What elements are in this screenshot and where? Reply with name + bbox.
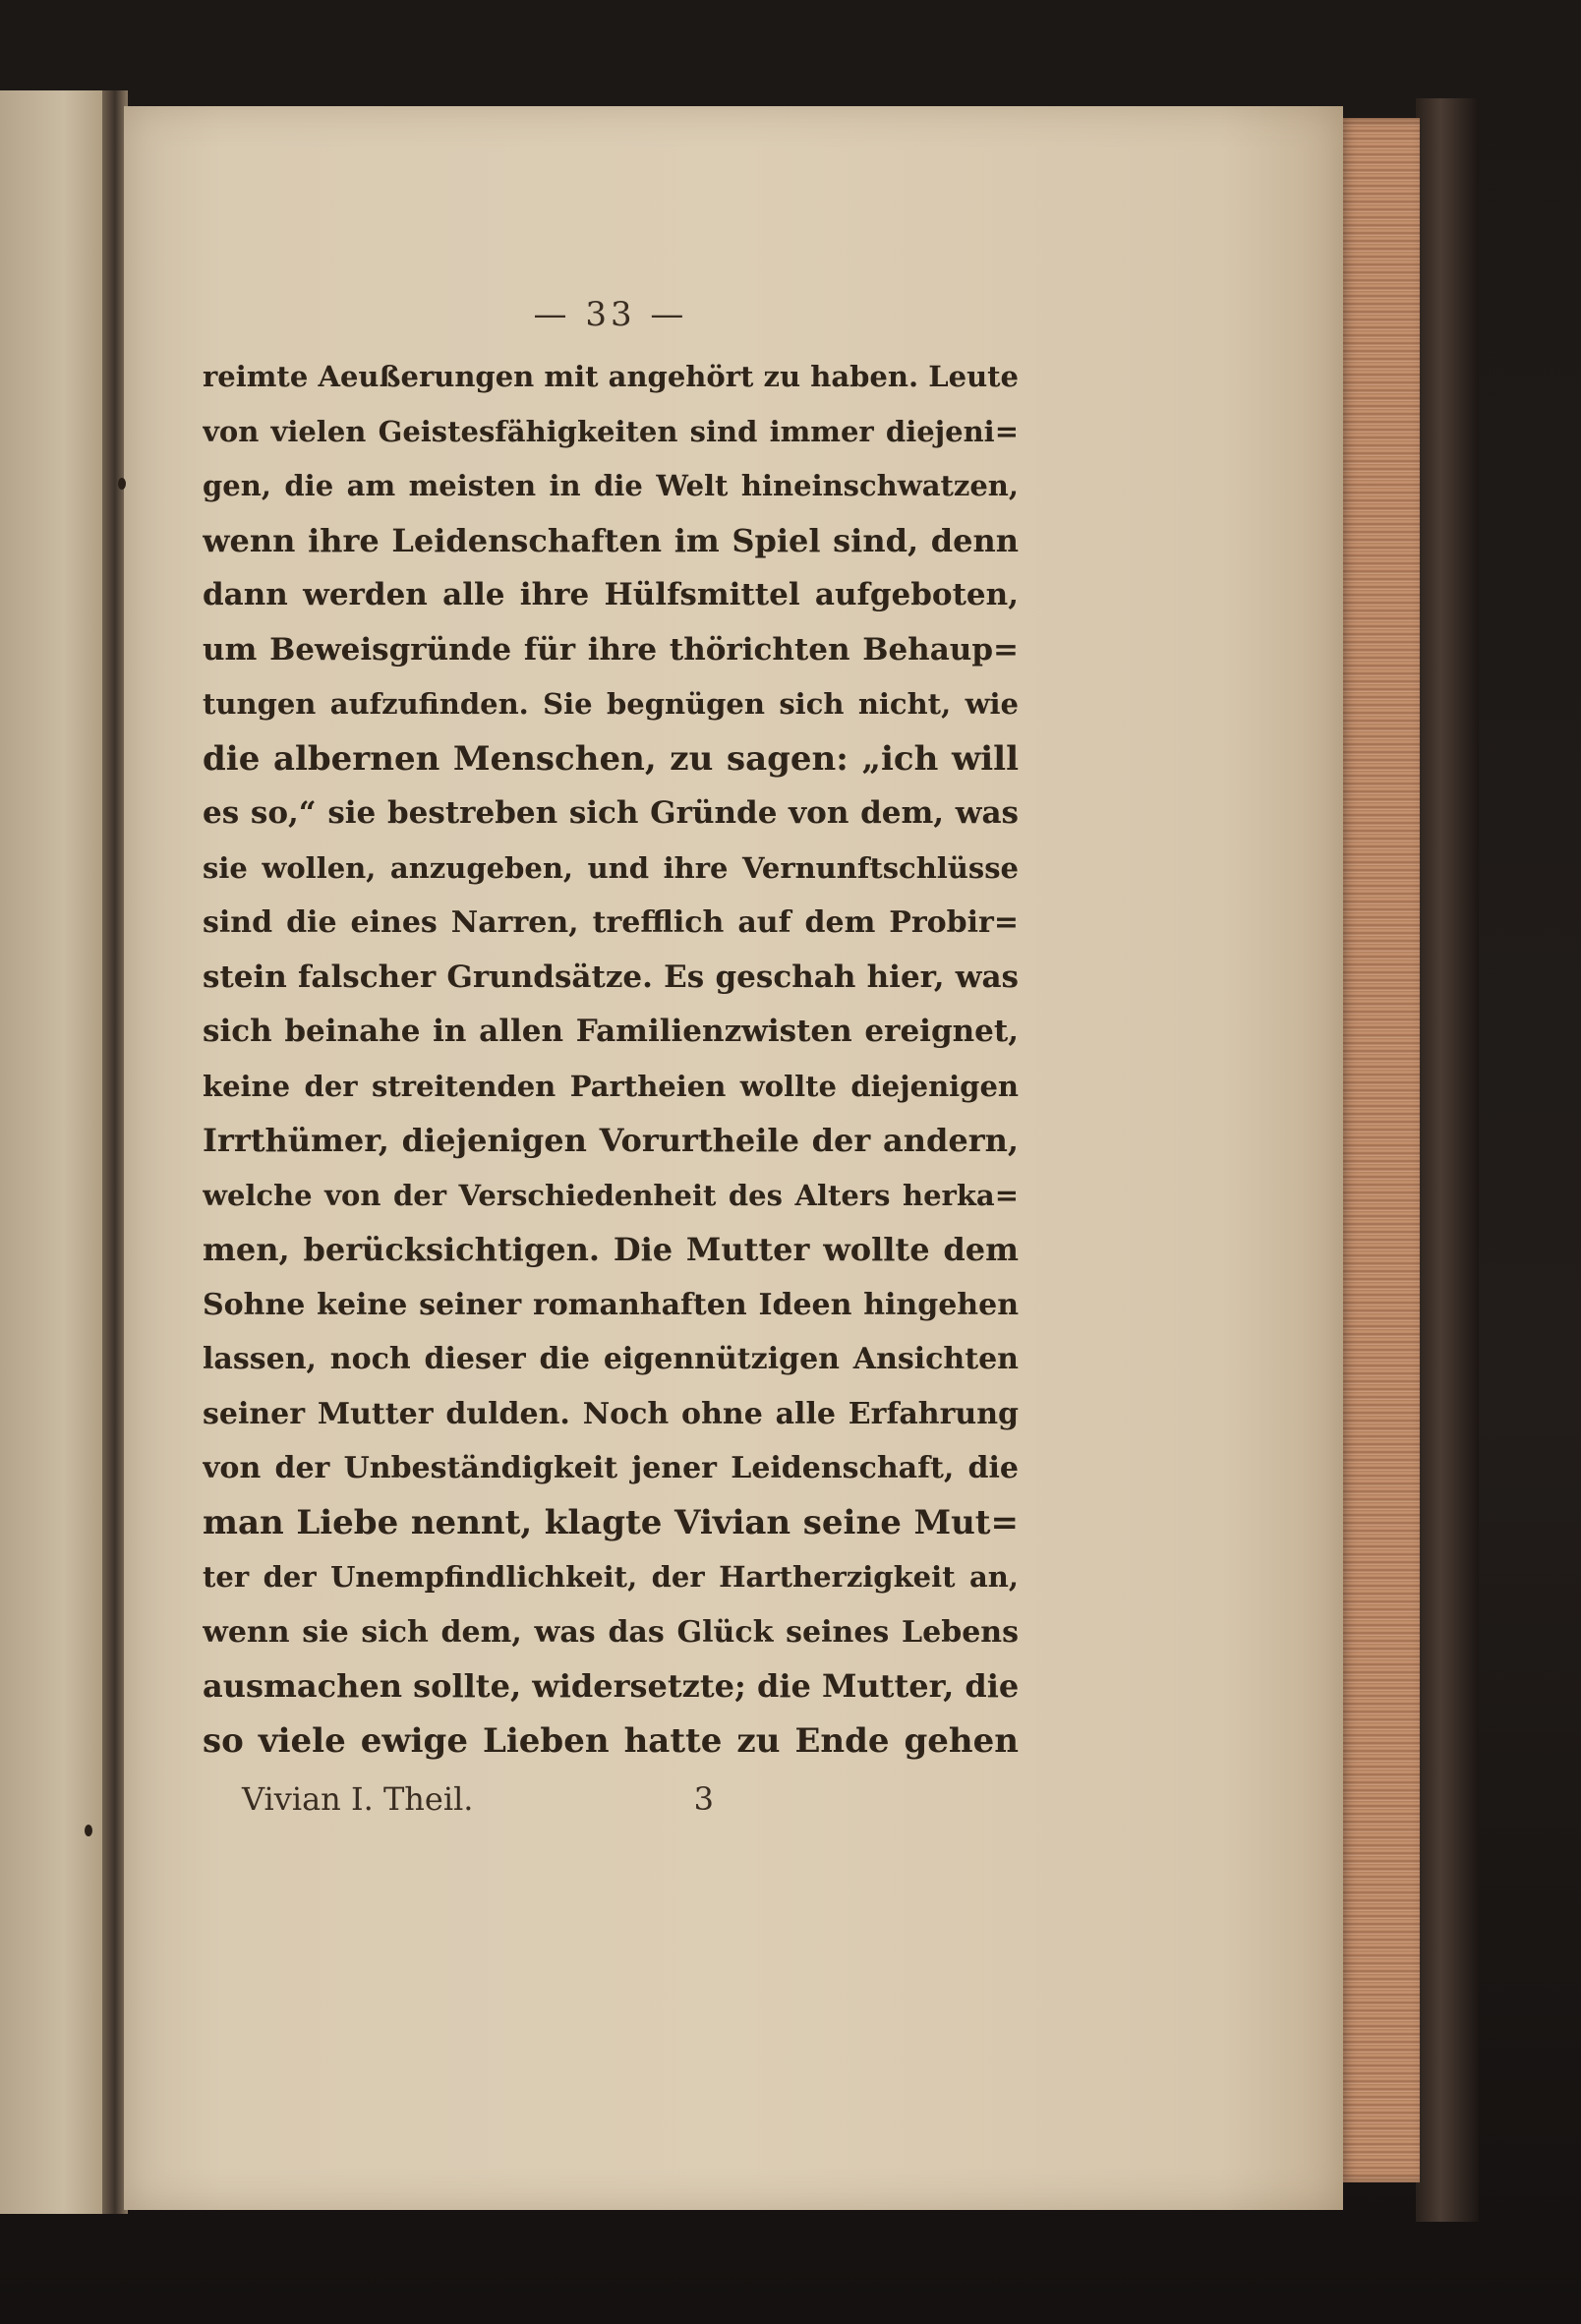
text-line: tungen aufzufinden. Sie begnügen sich nicht, wie xyxy=(203,687,1019,721)
text-line: sich beinahe in allen Familienzwisten ereignet, xyxy=(203,1014,1019,1049)
text-line: ausmachen sollte, widersetzte; die Mutter, die xyxy=(203,1667,1019,1705)
text-line: wenn ihre Leidenschaften im Spiel sind, denn xyxy=(203,521,1019,559)
text-line: so viele ewige Lieben hatte zu Ende gehen xyxy=(203,1720,1019,1761)
text-line: dann werden alle ihre Hülfsmittel aufgeboten, xyxy=(203,577,1019,612)
book-cover-edge xyxy=(1416,98,1479,2222)
text-line: sind die eines Narren, trefflich auf dem Probir= xyxy=(203,905,1019,940)
text-line: um Beweisgründe für ihre thörichten Behaup= xyxy=(203,631,1019,668)
left-page-edge xyxy=(0,90,116,2214)
page-edges xyxy=(1339,118,1420,2182)
text-line: reimte Aeußerungen mit angehört zu haben. Leute xyxy=(203,360,1019,393)
ink-spot xyxy=(118,478,126,490)
text-line: Sohne keine seiner romanhaften Ideen hingehen xyxy=(203,1287,1019,1322)
text-line: die albernen Menschen, zu sagen: „ich will xyxy=(203,738,1019,779)
page-text-block xyxy=(203,295,1019,1818)
page-number-header: — 33 — xyxy=(533,295,688,334)
text-line: wenn sie sich dem, was das Glück seines Lebens xyxy=(203,1614,1019,1650)
text-line: von vielen Geistesfähigkeiten sind immer diejeni= xyxy=(203,414,1019,448)
text-line: von der Unbeständigkeit jener Leidenschaft, die xyxy=(203,1451,1019,1485)
page-footer xyxy=(203,1780,1019,1818)
text-line: men, berücksichtigen. Die Mutter wollte dem xyxy=(203,1231,1019,1268)
text-line: ter der Unempfindlichkeit, der Hartherzigkeit an, xyxy=(203,1560,1019,1594)
text-line: sie wollen, anzugeben, und ihre Vernunftschlüsse xyxy=(203,850,1019,885)
text-line: stein falscher Grundsätze. Es geschah hier, was xyxy=(203,959,1019,995)
text-line: gen, die am meisten in die Welt hineinschwatzen, xyxy=(203,469,1019,502)
sheet-number: 3 xyxy=(693,1780,714,1818)
ink-spot xyxy=(85,1825,92,1836)
text-line: Irrthümer, diejenigen Vorurtheile der andern, xyxy=(203,1122,1019,1159)
text-line: seiner Mutter dulden. Noch ohne alle Erfahrung xyxy=(203,1396,1019,1431)
text-line: man Liebe nennt, klagte Vivian seine Mut= xyxy=(203,1502,1019,1542)
text-line: keine der streitenden Partheien wollte diejenigen xyxy=(203,1069,1019,1103)
text-line: lassen, noch dieser die eigennützigen Ansichten xyxy=(203,1342,1019,1376)
text-line: es so,“ sie bestreben sich Gründe von dem, was xyxy=(203,795,1019,831)
text-line: welche von der Verschiedenheit des Alters herka= xyxy=(203,1178,1019,1212)
signature-mark: Vivian I. Theil. xyxy=(242,1780,474,1818)
